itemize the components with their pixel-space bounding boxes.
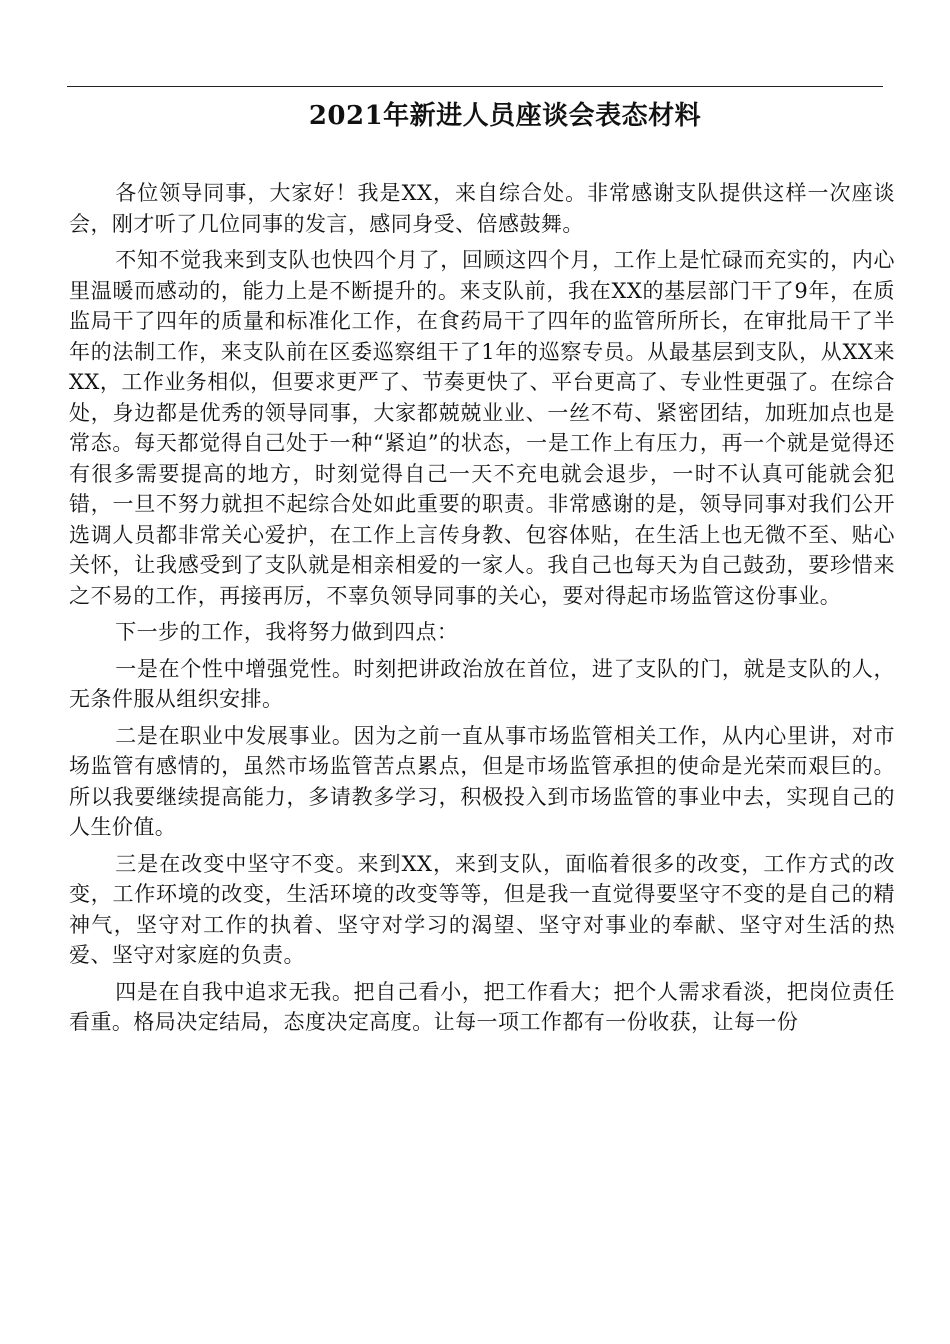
paragraph-greeting: 各位领导同事，大家好！我是XX，来自综合处。非常感谢支队提供这样一次座谈会，刚才听了几位同事的发言，感同身受、倍感鼓舞。 [69,181,895,236]
paragraph-point-two: 二是在职业中发展事业。因为之前一直从事市场监管相关工作，从内心里讲，对市场监管有感情的，虽然市场监管苦点累点，但是市场监管承担的使命是光荣而艰巨的。所以我要继续提高能力，多请教多学习，积极投入到市场监管的事业中去，实现自己的人生价值。 [69,723,895,839]
document-body [69,178,895,1044]
paragraph-point-three: 三是在改变中坚守不变。来到XX，来到支队，面临着很多的改变，工作方式的改变，工作环境的改变，生活环境的改变等等，但是我一直觉得要坚守不变的是自己的精神气，坚守对工作的执着、坚守对学习的渴望、坚守对事业的奉献、坚守对生活的热爱、坚守对家庭的负责。 [69,851,895,967]
document-title: 2021年新进人员座谈会表态材料 [308,101,702,131]
paragraph-point-one: 一是在个性中增强党性。时刻把讲政治放在首位，进了支队的门，就是支队的人，无条件服从组织安排。 [69,656,895,711]
paragraph-next-steps: 下一步的工作，我将努力做到四点： [115,620,459,644]
paragraph-point-four: 四是在自我中追求无我。把自己看小，把工作看大；把个人需求看淡，把岗位责任看重。格局决定结局，态度决定高度。让每一项工作都有一份收获，让每一份 [69,979,895,1034]
paragraph-experience: 不知不觉我来到支队也快四个月了，回顾这四个月，工作上是忙碌而充实的，内心里温暖而感动的，能力上是不断提升的。来支队前，我在XX的基层部门干了9年，在质监局干了四年的质量和标准化工作，在食药局干了四年的监管所所长，在审批局干了半年的法制工作，来支队前在区委巡察组干了1年的巡察专员。从最基层到支队，从XX来XX，工作业务相似，但要求更严了、节奏更快了、平台更高了、专业性更强了。在综合处，身边都是优秀的领导同事，大家都兢兢业业、一丝不苟、紧密团结，加班加点也是常态。每天都觉得自己处于一种“紧迫”的状态，一是工作上有压力，再一个就是觉得还有很多需要提高的地方，时刻觉得自己一天不充电就会退步，一时不认真可能就会犯错，一旦不努力就担不起综合处如此重要的职责。非常感谢的是，领导同事对我们公开选调人员都非常关心爱护，在工作上言传身教、包容体贴，在生活上也无微不至、贴心关怀，让我感受到了支队就是相亲相爱的一家人。我自己也每天为自己鼓劲，要珍惜来之不易的工作，再接再厉，不辜负领导同事的关心，要对得起市场监管这份事业。 [69,248,895,608]
header-rule [67,86,883,87]
